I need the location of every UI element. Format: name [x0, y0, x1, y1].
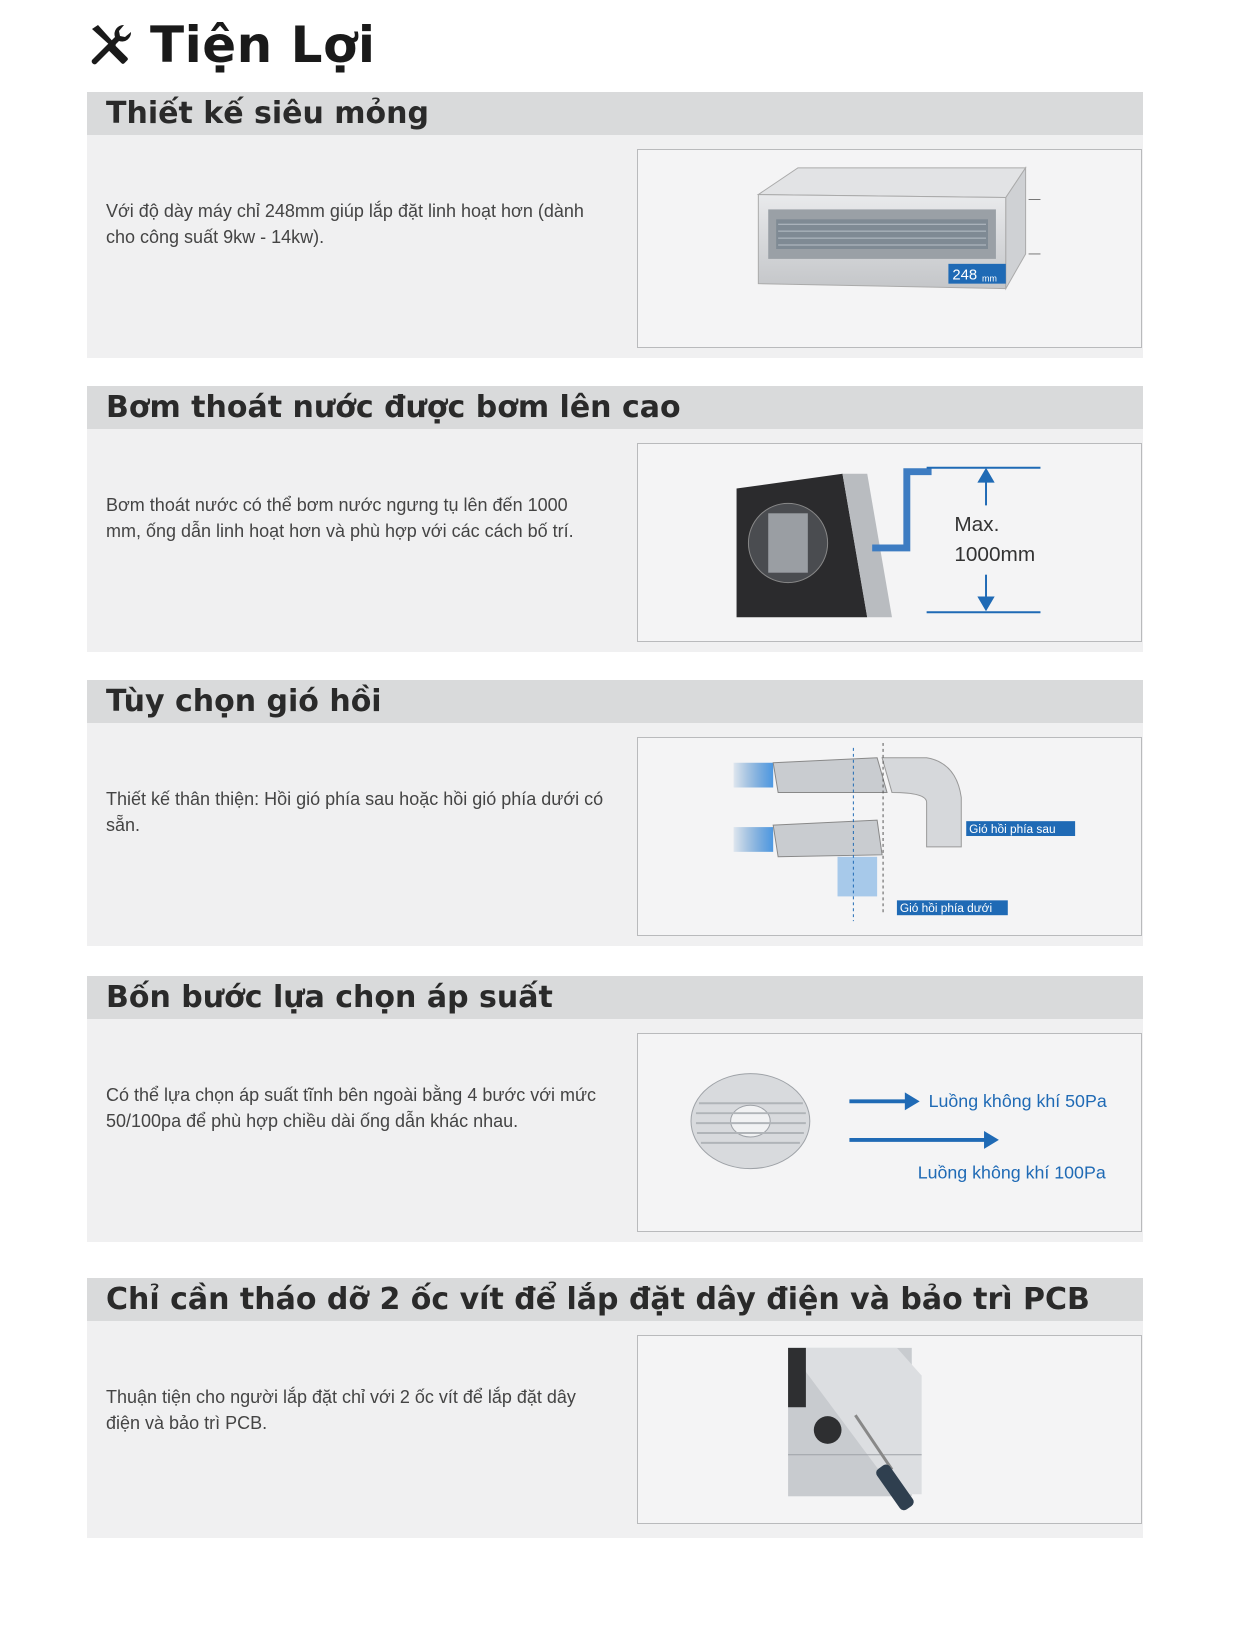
- section-heading-bar: [87, 680, 1143, 723]
- max-label-line1: Max.: [954, 513, 1000, 537]
- section-return-air: [87, 680, 1143, 946]
- section-description: Có thể lựa chọn áp suất tĩnh bên ngoài bằng 4 bước với mức 50/100pa để phù hợp chiều dài ống dẫn khác nhau.: [106, 1085, 597, 1131]
- section-heading: Thiết kế siêu mỏng: [106, 96, 429, 131]
- section-description: Bơm thoát nước có thể bơm nước ngưng tụ lên đến 1000 mm, ống dẫn linh hoạt hơn và phù hợp với các cách bố trí.: [106, 495, 574, 541]
- page-header: [86, 14, 376, 76]
- ultra-thin-unit-image: [637, 149, 1142, 348]
- max-label-line2: 1000mm: [954, 542, 1036, 566]
- wrench-screwdriver-icon: [86, 21, 134, 69]
- section-heading-bar: [87, 386, 1143, 429]
- section-pressure-steps: [87, 976, 1143, 1242]
- airflow-50-label: Luồng không khí 50Pa: [928, 1091, 1107, 1112]
- dimension-badge: [948, 264, 1005, 284]
- page-title: Tiện Lợi: [150, 16, 376, 74]
- section-drain-pump: [87, 386, 1143, 652]
- section-ultra-thin: [87, 92, 1143, 358]
- section-heading-bar: [87, 1278, 1143, 1321]
- section-two-screws: [87, 1278, 1143, 1538]
- section-heading-bar: [87, 92, 1143, 135]
- dimension-unit: mm: [982, 273, 997, 284]
- drain-pump-image: [637, 443, 1142, 642]
- fan-wheel-icon: [691, 1074, 810, 1169]
- rear-return-label: Gió hồi phía sau: [969, 822, 1056, 837]
- section-description: Thuận tiện cho người lắp đặt chỉ với 2 ốc vít để lắp đặt dây điện và bảo trì PCB.: [106, 1387, 576, 1433]
- pcb-maintenance-image: [637, 1335, 1142, 1524]
- airflow-100-label: Luồng không khí 100Pa: [917, 1162, 1106, 1183]
- pressure-steps-image: [637, 1033, 1142, 1232]
- section-description: Với độ dày máy chỉ 248mm giúp lắp đặt linh hoạt hơn (dành cho công suất 9kw - 14kw).: [106, 201, 584, 247]
- bottom-return-label: Gió hồi phía dưới: [899, 901, 993, 916]
- section-heading-bar: [87, 976, 1143, 1019]
- dimension-value: 248: [952, 267, 978, 284]
- return-air-image: [637, 737, 1142, 936]
- section-description: Thiết kế thân thiện: Hồi gió phía sau hoặc hồi gió phía dưới có sẵn.: [106, 789, 604, 835]
- section-heading: Chỉ cần tháo dỡ 2 ốc vít để lắp đặt dây điện và bảo trì PCB: [106, 1282, 1090, 1317]
- section-heading: Bơm thoát nước được bơm lên cao: [106, 390, 681, 425]
- section-heading: Bốn bước lựa chọn áp suất: [106, 980, 553, 1015]
- section-heading: Tùy chọn gió hồi: [106, 684, 382, 719]
